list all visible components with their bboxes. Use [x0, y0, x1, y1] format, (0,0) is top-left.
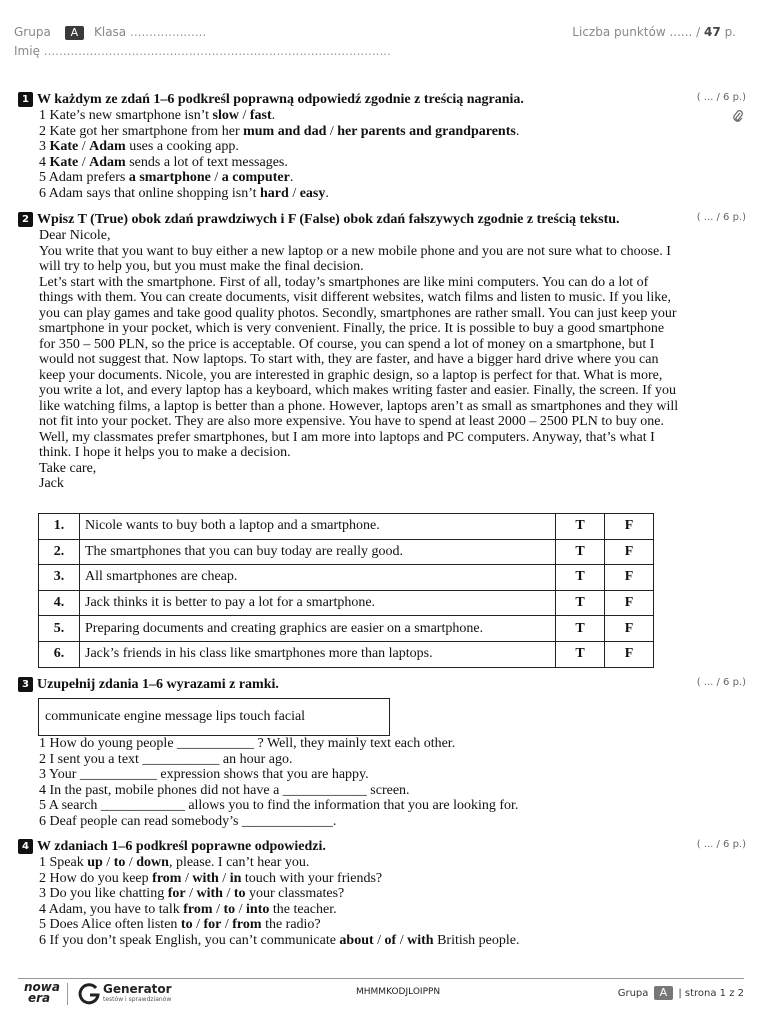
sentence-text: / [125, 855, 137, 870]
header-name [14, 44, 391, 58]
row-number: 3. [39, 565, 80, 591]
answer-option[interactable]: with [196, 886, 223, 901]
false-option[interactable]: F [605, 514, 654, 540]
sentence-text: / [288, 185, 300, 201]
sentence-text: sends a lot of text messages. [125, 154, 288, 170]
exercise-4-points: ( ... / 6 p.) [696, 839, 746, 850]
sentence-text: 5 Adam prefers [39, 170, 129, 185]
answer-option[interactable]: to [233, 886, 246, 901]
exercise-2-points: ( ... / 6 p.) [696, 212, 746, 223]
answer-option[interactable]: from [152, 870, 182, 886]
answer-option[interactable]: her parents and grandparents [337, 123, 516, 139]
sentence-text: 1 Speak [39, 855, 88, 870]
letter-paragraph: Let’s start with the smartphone. First of all, today’s smartphones are like mini computers. You can do a lot of things with them. You can create documents, visit different websites, watch films and listen to music. If you like, you can play games and take good quality photos. Secondly, smartphones are rather small. You can just keep your smartphone in your pocket, which is very convenient. Finally, the price. It is possible to buy a good smartphone for 350 – 500 PLN, so the price is acceptable. Of course, you can spend a lot of money on a smartphone, but I would not suggest that. Now laptops. To start with, they are faster, and have a bigger hard drive where you can keep your documents. Nicole, you are interested in graphic design, so a laptop is perfect for that. What is more, you write a lot, and every laptop has a keyboard, which makes writing faster and easier. Finally, the screen. If you like watching films, a laptop is better than a phone. However, laptops aren’t as small as smartphones and they will not fit into your pocket. They are also more expensive. You have to spend at least 2000 – 2500 PLN to buy one. [39, 274, 679, 429]
row-number: 5. [39, 616, 80, 642]
sentence-text: / [78, 139, 90, 154]
letter-paragraph: Dear Nicole, [39, 228, 111, 243]
sentence-text: 4 Adam, you have to talk [39, 901, 184, 917]
sentence-text: / [78, 154, 90, 170]
answer-option[interactable]: easy [299, 185, 326, 201]
sentence [18, 917, 748, 933]
exercise-3-number: 3 [18, 677, 33, 692]
statement: Nicole wants to buy both a laptop and a smartphone. [80, 514, 556, 540]
exercise-2-number: 2 [18, 212, 33, 227]
false-option[interactable]: F [605, 539, 654, 565]
sentence-text: . [271, 108, 276, 123]
letter-text [18, 228, 748, 492]
footer-divider [18, 978, 744, 979]
statement: The smartphones that you can buy today are really good. [80, 539, 556, 565]
sentence-text: / [185, 886, 197, 901]
statement: Preparing documents and creating graphics are easier on a smartphone. [80, 616, 556, 642]
letter-paragraph: You write that you want to buy either a new laptop or a new mobile phone and you are not sure what to choose. I will try to help you, but you must make the final decision. [39, 243, 671, 274]
answer-option[interactable]: hard [260, 185, 289, 201]
exercise-4-title: 4 W zdaniach 1–6 podkreśl poprawne odpowiedzi. [18, 839, 748, 855]
answer-option[interactable]: to [223, 901, 236, 917]
sentence-text: . [289, 170, 294, 185]
row-number: 1. [39, 514, 80, 540]
sentence-text: 2 Kate got her smartphone from her [39, 123, 244, 139]
header-group-class [14, 25, 206, 40]
letter-paragraph: Well, my classmates prefer smartphones, but I am more into laptops and PC computers. Anyway, that’s what I think. I hope it helps you to make a decision. [39, 429, 655, 460]
answer-option[interactable]: in [229, 870, 242, 886]
sentence [18, 855, 748, 871]
class-label: Klasa [94, 25, 127, 39]
exercise-1-sentences [18, 108, 748, 201]
sentence [18, 139, 748, 155]
sentence-text: , please. I can’t hear you. [168, 855, 310, 870]
statement: Jack’s friends in his class like smartphones more than laptops. [80, 641, 556, 667]
answer-option[interactable]: with [407, 932, 434, 948]
sentence-text: British people. [433, 932, 520, 948]
sentence-text: / [181, 870, 193, 886]
true-false-table [38, 513, 654, 668]
word-box: communicate engine message lips touch facial [38, 698, 390, 736]
sentence-text: / [221, 917, 233, 932]
sentence-text: 6 If you don’t speak English, you can’t communicate [39, 932, 340, 948]
answer-option[interactable]: for [167, 886, 186, 901]
sentence [18, 108, 748, 124]
sentence-text: / [218, 870, 230, 886]
sentence-text: / [192, 917, 204, 932]
sentence [18, 124, 748, 140]
sentence [18, 155, 748, 171]
sentence-text: . [515, 123, 520, 139]
letter-paragraph: Jack [39, 476, 64, 491]
exercise-4 [18, 839, 748, 948]
answer-option[interactable]: mum and dad [243, 123, 327, 139]
exercise-1 [18, 92, 748, 201]
false-option[interactable]: F [605, 616, 654, 642]
footer-page-info [618, 986, 744, 1000]
table-row [39, 539, 654, 565]
answer-option[interactable]: Kate [49, 139, 79, 154]
footer-group-badge: A [654, 986, 674, 1000]
page-number: | strona 1 z 2 [678, 988, 744, 999]
gap-sentence[interactable]: 3 Your ___________ expression shows that you are happy. [39, 767, 369, 782]
generator-subtitle: testów i sprawdzianów [103, 996, 172, 1003]
name-label: Imię [14, 44, 40, 58]
sentence-text: the radio? [261, 917, 321, 932]
sentence [18, 886, 748, 902]
true-option[interactable]: T [556, 514, 605, 540]
answer-option[interactable]: with [192, 870, 219, 886]
exercise-4-sentences [18, 855, 748, 948]
exercise-3-points: ( ... / 6 p.) [696, 677, 746, 688]
points-unit: p. [724, 25, 736, 39]
answer-option[interactable]: down [136, 855, 169, 870]
exercise-3 [18, 677, 748, 693]
false-option[interactable]: F [605, 641, 654, 667]
footer-group-label: Grupa [617, 988, 649, 999]
exercise-2-title: 2 Wpisz T (True) obok zdań prawdziwych i F (False) obok zdań fałszywych zgodnie z treścią tekstu. [18, 212, 748, 228]
sentence-text: / [235, 901, 247, 917]
gap-sentence[interactable]: 4 In the past, mobile phones did not have a ____________ screen. [39, 782, 410, 798]
sentence [18, 871, 748, 887]
true-option[interactable]: T [556, 590, 605, 616]
true-option[interactable]: T [556, 641, 605, 667]
true-option[interactable]: T [556, 539, 605, 565]
answer-option[interactable]: up [87, 855, 103, 870]
sentence-text: touch with your friends? [241, 870, 383, 886]
sentence-text: uses a cooking app. [125, 139, 239, 154]
sentence-text: / [222, 886, 234, 901]
document-code: MHMMKODJLOIPPN [356, 987, 441, 997]
answer-option[interactable]: to [113, 855, 126, 870]
answer-option[interactable]: slow [212, 108, 239, 123]
sentence [18, 186, 748, 202]
true-option[interactable]: T [556, 565, 605, 591]
table-row [39, 590, 654, 616]
table-row [39, 641, 654, 667]
table-row [39, 616, 654, 642]
sentence-text: your classmates? [245, 886, 345, 901]
letter-paragraph: Take care, [39, 460, 97, 476]
false-option[interactable]: F [605, 590, 654, 616]
answer-option[interactable]: from [183, 901, 213, 917]
statement: All smartphones are cheap. [80, 565, 556, 591]
exercise-1-number: 1 [18, 92, 33, 107]
table-row [39, 565, 654, 591]
exercise-1-title: 1 W każdym ze zdań 1–6 podkreśl poprawną odpowiedź zgodnie z treścią nagrania. [18, 92, 748, 108]
answer-option[interactable]: of [384, 932, 397, 948]
generator-title: Generator [103, 982, 172, 996]
answer-option[interactable]: a smartphone [128, 170, 211, 185]
sentence-text: 2 How do you keep [39, 870, 153, 886]
exercise-4-number: 4 [18, 839, 33, 854]
group-label: Grupa [14, 25, 51, 39]
row-number: 2. [39, 539, 80, 565]
false-option[interactable]: F [605, 565, 654, 591]
gap-sentence[interactable]: 6 Deaf people can read somebody’s _____________. [39, 813, 337, 829]
sentence-text: . [325, 185, 329, 201]
statement: Jack thinks it is better to pay a lot for a smartphone. [80, 590, 556, 616]
answer-option[interactable]: Adam [89, 139, 126, 154]
sentence-text: / [212, 901, 224, 917]
sentence [18, 170, 748, 186]
header-points [572, 25, 736, 39]
paperclip-icon[interactable] [732, 109, 744, 123]
group-badge: A [65, 26, 85, 40]
sentence-text: / [239, 108, 250, 123]
answer-option[interactable]: to [180, 917, 193, 932]
gap-sentence[interactable]: 5 A search ____________ allows you to find the information that you are looking for. [39, 798, 519, 813]
sentence-text: / [373, 932, 385, 948]
true-option[interactable]: T [556, 616, 605, 642]
row-number: 4. [39, 590, 80, 616]
nowa-era-logo: nowa era [24, 980, 60, 1005]
sentence-text: the teacher. [269, 901, 337, 917]
sentence-text: / [210, 170, 222, 185]
sentence-text: / [102, 855, 114, 870]
sentence-text: 4 [39, 154, 50, 170]
points-total: 47 [704, 25, 721, 39]
answer-option[interactable]: fast [249, 108, 272, 123]
exercise-3-title: 3 Uzupełnij zdania 1–6 wyrazami z ramki. [18, 677, 748, 693]
sentence-text: / [396, 932, 408, 948]
sentence-text: 6 Adam says that online shopping isn’t [39, 185, 261, 201]
exercise-1-points: ( ... / 6 p.) [696, 92, 746, 103]
answer-option[interactable]: Kate [49, 154, 79, 170]
sentence-text: / [326, 123, 338, 139]
exercise-3-sentences [18, 736, 748, 829]
answer-option[interactable]: about [339, 932, 374, 948]
answer-option[interactable]: for [203, 917, 222, 932]
gap-sentence[interactable]: 2 I sent you a text ___________ an hour ago. [39, 751, 293, 767]
name-field[interactable]: ........................................................................................... [43, 44, 391, 58]
logo-divider [67, 983, 68, 1005]
sentence-text: 5 Does Alice often listen [39, 917, 181, 932]
row-number: 6. [39, 641, 80, 667]
gap-sentence[interactable]: 1 How do young people ___________ ? Well, they mainly text each other. [39, 736, 456, 751]
answer-option[interactable]: into [246, 901, 270, 917]
sentence-text: 3 [39, 139, 50, 154]
exercise-2 [18, 212, 748, 492]
sentence-text: 3 Do you like chatting [39, 886, 168, 901]
sentence [18, 933, 748, 949]
answer-option[interactable]: a computer [221, 170, 290, 185]
sentence [18, 902, 748, 918]
answer-option[interactable]: from [232, 917, 262, 932]
class-field[interactable]: .................... [130, 25, 207, 39]
generator-logo-icon [77, 982, 101, 1006]
points-label: Liczba punktów ...... / [572, 25, 701, 39]
answer-option[interactable]: Adam [89, 154, 126, 170]
sentence-text: 1 Kate’s new smartphone isn’t [39, 108, 213, 123]
table-row [39, 514, 654, 540]
